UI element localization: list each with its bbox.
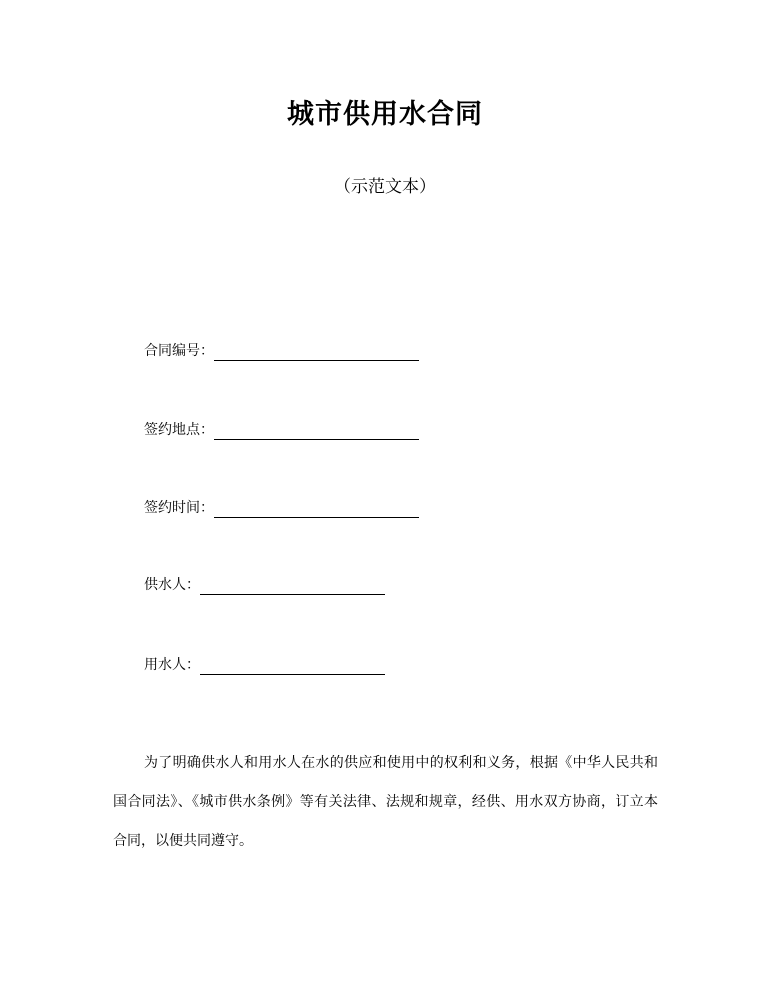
user-field bbox=[144, 655, 385, 675]
signing-time-blank bbox=[214, 498, 419, 518]
supplier-blank bbox=[200, 575, 385, 595]
document-title: 城市供用水合同 bbox=[287, 99, 483, 130]
contract-number-blank bbox=[214, 341, 419, 361]
document-subtitle: （示范文本） bbox=[334, 177, 436, 197]
signing-place-field bbox=[144, 420, 419, 440]
signing-place-blank bbox=[214, 420, 419, 440]
supplier-field bbox=[144, 575, 385, 595]
supplier-label: 供水人： bbox=[144, 577, 200, 593]
contract-number-field bbox=[144, 341, 419, 361]
user-blank bbox=[200, 655, 385, 675]
contract-number-label: 合同编号： bbox=[144, 343, 214, 359]
signing-place-label: 签约地点： bbox=[144, 422, 214, 438]
preamble-paragraph: 为了明确供水人和用水人在水的供应和使用中的权利和义务，根据《中华人民共和国合同法》、《城市供水条例》等有关法律、法规和规章，经供、用水双方协商，订立本合同，以便共同遵守。 bbox=[113, 755, 658, 849]
signing-time-field bbox=[144, 498, 419, 518]
signing-time-label: 签约时间： bbox=[144, 500, 214, 516]
user-label: 用水人： bbox=[144, 657, 200, 673]
